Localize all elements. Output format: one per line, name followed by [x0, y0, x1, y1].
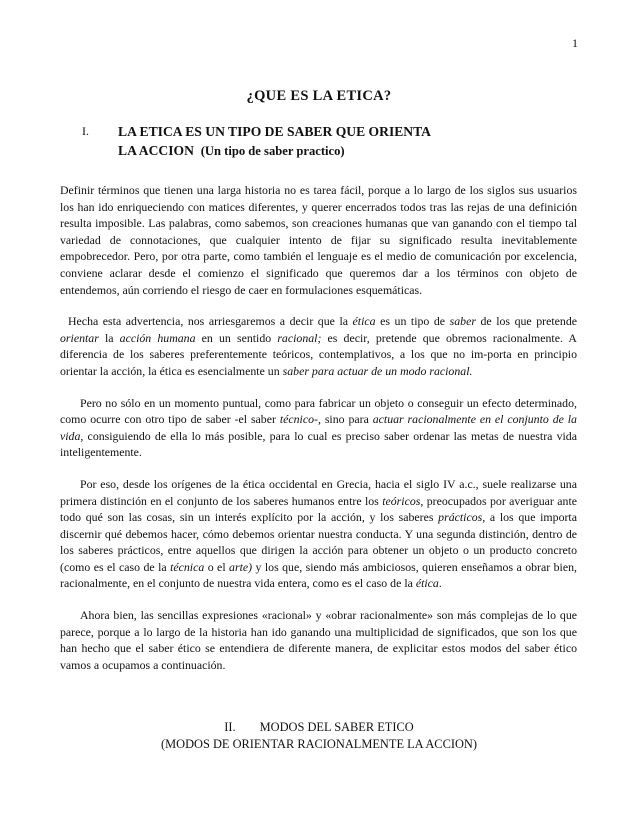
section2-numeral: II.	[224, 720, 236, 734]
p2-italic-etica: ética	[352, 314, 376, 329]
paragraph-4	[60, 476, 577, 592]
p3-text-e: consiguiendo de ella lo más posible, para lo cual es preciso saber ordenar las metas de nuestra vida inteligentemente.	[60, 428, 577, 460]
body-text	[60, 182, 577, 688]
p3-italic-actuar-racionalmente: actuar racionalmente en el conjunto de la vida,	[60, 412, 577, 443]
section1-subtitle: (Un tipo de saber practico)	[200, 144, 345, 158]
p3-italic-tecnico: técnico-,	[279, 412, 321, 427]
paragraph-3	[60, 395, 577, 461]
p4-text-e: a los que importa discernir qué debemos hacer, cómo debemos orientar nuestra conducta. Y una segunda distinción, dentro de los saberes prácticos, entre aquellos que dirigen la acción para obtener un objeto o un producto concreto (como es el caso de la	[60, 510, 577, 574]
p4-text-i: y los que, siendo más ambiciosos, quieren enseñamos a obrar bien, racionalmente, en el conjunto de nuestra vida entera, como es el caso de la	[60, 559, 577, 591]
p2-text-g: la	[98, 330, 120, 345]
section2-heading	[0, 719, 638, 752]
p2-text-k: es decir, pretende que obremos racionalmente. A diferencia de los saberes preferentemente teóricos, contemplativos, a los que no im-porta en principio orientar la acción, la ética es esencialmente un	[60, 330, 577, 378]
section2-title: MODOS DEL SABER ETICO	[259, 720, 414, 734]
p3-text-a: Pero no sólo en un momento puntual, como para fabricar un objeto o conseguir un efecto determinado, como ocurre con otro tipo de saber -el saber	[60, 395, 577, 427]
paragraph-1: Definir términos que tienen una larga historia no es tarea fácil, porque a lo largo de los siglos sus usuarios los han ido enriqueciendo con matices diferentes, y querer encerrados todos tras las rejas de una definición resulta imposible. Las palabras, como sabemos, son creaciones humanas que van ganando con el tiempo tal variedad de connotaciones, que cualquier intento de fijar su significado resulta inevitablemente empobrecedor. Pero, por otra parte, como también el lenguaje es el medio de comunicación por excelencia, conviene aclarar desde el comienzo el significado que queremos dar a los términos con objeto de entendemos, aún corriendo el riesgo de caer en formulaciones esquemáticas.	[60, 183, 577, 297]
p2-text-c: es un tipo de	[375, 314, 450, 329]
paragraph-2	[60, 313, 577, 379]
p4-text-g: o el	[204, 559, 230, 574]
p4-italic-teoricos: teóricos,	[382, 493, 424, 508]
p2-italic-accion-humana: acción humana	[119, 330, 196, 345]
section1-heading	[118, 122, 498, 161]
section1-numeral: I.	[82, 124, 89, 138]
p2-text-e: de los que pretende	[475, 314, 578, 329]
p3-text-c: sino para	[320, 412, 373, 427]
p4-text-c: preocupados por averiguar ante todo qué son las cosas, sin un interés explícito por la acción, y los saberes	[60, 493, 577, 525]
p2-text-i: en un sentido	[195, 330, 278, 345]
section2-title-line	[0, 719, 638, 736]
p4-text-k: .	[438, 576, 442, 591]
p2-italic-saber-para-actuar: saber para actuar de un modo racional.	[282, 363, 473, 378]
section1-title-line1: LA ETICA ES UN TIPO DE SABER QUE ORIENTA	[118, 124, 431, 139]
p2-text-a: Hecha esta advertencia, nos arriesgaremos a decir que la	[68, 314, 353, 329]
p4-italic-practicos: prácticos,	[438, 510, 486, 525]
section1-title-accion: LA ACCION	[118, 143, 194, 158]
p4-italic-tecnica: técnica	[170, 559, 205, 574]
p2-italic-racional: racional;	[277, 330, 322, 345]
p2-italic-orientar: orientar	[60, 330, 99, 345]
paragraph-5: Ahora bien, las sencillas expresiones «racional» y «obrar racionalmente» son más complejas de lo que parece, porque a lo largo de la historia han ido ganando una multiplicidad de significados, que son los que han hecho que el saber ético se entendiera de diferente manera, de explicitar estos modos del saber ético vamos a ocupamos a continuación.	[60, 608, 577, 672]
section1-title-line2	[118, 141, 498, 161]
section2-subtitle: (MODOS DE ORIENTAR RACIONALMENTE LA ACCION)	[161, 736, 477, 751]
p4-text-a: Por eso, desde los orígenes de la ética occidental en Grecia, hacia el siglo IV a.c., suele realizarse una primera distinción en el conjunto de los saberes humanos entre los	[60, 476, 577, 508]
document-title: ¿QUE ES LA ETICA?	[246, 88, 392, 104]
p4-italic-etica: ética	[415, 576, 439, 591]
p2-italic-saber: saber	[449, 314, 476, 329]
p4-italic-arte: arte)	[229, 559, 253, 574]
page-number: 1	[572, 36, 578, 50]
